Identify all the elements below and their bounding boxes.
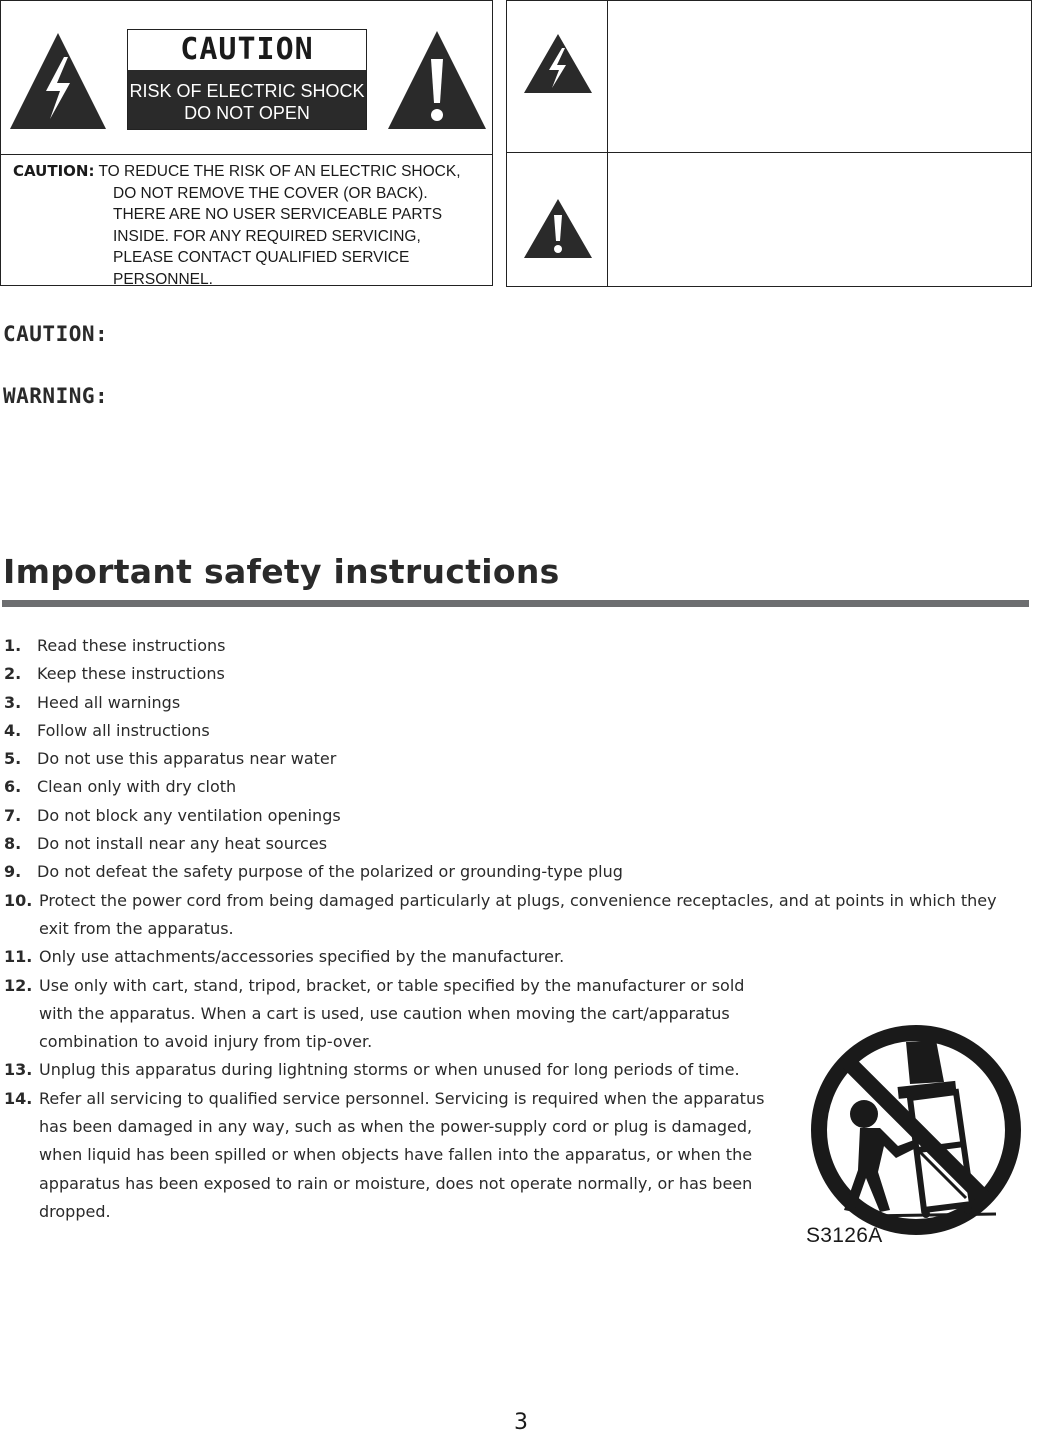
symbol-table-row-divider bbox=[507, 152, 1031, 153]
exclamation-triangle-icon bbox=[524, 199, 592, 259]
cart-warning-figure bbox=[806, 1022, 1026, 1254]
list-item-text: Refer all servicing to qualified service personnel. Servicing is required when the apparatus has been damaged in any way, such as when the power-supply cord or plug is damaged, when liquid has been spilled or when objects have fallen into the apparatus, or when the apparatus has been exposed to rain or moisture, does not operate normally, or has been dropped. bbox=[39, 1088, 765, 1221]
list-item-text: Do not block any ventilation openings bbox=[37, 805, 341, 825]
no-cart-tip-over-icon bbox=[806, 1022, 1026, 1254]
list-item bbox=[4, 660, 1004, 688]
list-item bbox=[4, 745, 1004, 773]
list-item-text: Do not use this apparatus near water bbox=[37, 749, 337, 769]
list-item bbox=[4, 858, 1004, 886]
list-item-number: 14. bbox=[4, 1088, 33, 1108]
caution-label-warning bbox=[128, 70, 366, 129]
section-title: Important safety instructions bbox=[3, 552, 560, 591]
caution-label-line1: RISK OF ELECTRIC SHOCK bbox=[129, 81, 365, 101]
list-item bbox=[4, 802, 1004, 830]
list-item-text: Read these instructions bbox=[37, 636, 226, 655]
list-item-text: Clean only with dry cloth bbox=[37, 777, 237, 797]
warning-heading: WARNING: bbox=[3, 384, 109, 408]
symbol-table bbox=[506, 0, 1032, 287]
lightning-bolt-triangle-icon bbox=[524, 34, 592, 94]
list-item bbox=[4, 773, 1004, 801]
list-item-text: Do not defeat the safety purpose of the polarized or grounding-type plug bbox=[37, 862, 623, 882]
list-item-text: Use only with cart, stand, tripod, bracket, or table specified by the manufacturer or sold with the apparatus. When a cart is used, use caution when moving the cart/apparatus combination to avoid injury from tip-over. bbox=[39, 975, 745, 1052]
section-title-rule bbox=[2, 600, 1029, 607]
cart-figure-code: S3126A bbox=[806, 1224, 883, 1247]
list-item-number: 2. bbox=[4, 664, 22, 684]
caution-text-line: PLEASE CONTACT QUALIFIED SERVICE bbox=[113, 249, 410, 266]
list-item-text: Keep these instructions bbox=[37, 664, 225, 684]
caution-label-plate bbox=[127, 29, 367, 130]
caution-text-block bbox=[13, 161, 491, 290]
list-item-text: Protect the power cord from being damaged particularly at plugs, convenience receptacles, and at points in which they exit from the apparatus. bbox=[39, 890, 997, 938]
caution-text-line: THERE ARE NO USER SERVICEABLE PARTS bbox=[113, 206, 443, 223]
list-item-text: Unplug this apparatus during lightning storms or when unused for long periods of time. bbox=[39, 1060, 740, 1080]
caution-text-line: DO NOT REMOVE THE COVER (OR BACK). bbox=[113, 184, 428, 202]
caution-label-line2: DO NOT OPEN bbox=[184, 103, 310, 123]
list-item bbox=[4, 830, 1004, 858]
caution-text-line: TO REDUCE THE RISK OF AN ELECTRIC SHOCK, bbox=[98, 163, 461, 180]
list-item-number: 9. bbox=[4, 862, 22, 882]
list-item-text: Do not install near any heat sources bbox=[37, 834, 328, 854]
list-item-number: 7. bbox=[4, 805, 22, 825]
list-item bbox=[4, 632, 1004, 660]
caution-text-lead: CAUTION: bbox=[13, 162, 95, 180]
list-item-number: 12. bbox=[4, 975, 33, 995]
list-item-number: 13. bbox=[4, 1060, 33, 1080]
list-item-text: Heed all warnings bbox=[37, 692, 181, 712]
caution-text-line: INSIDE. FOR ANY REQUIRED SERVICING, bbox=[113, 227, 421, 245]
list-item-number: 5. bbox=[4, 749, 22, 769]
caution-label-title: CAUTION bbox=[180, 32, 314, 67]
list-item-number: 4. bbox=[4, 720, 22, 740]
list-item bbox=[4, 943, 1004, 971]
list-item-number: 3. bbox=[4, 692, 22, 712]
caution-box-divider bbox=[1, 154, 492, 155]
list-item-number: 1. bbox=[4, 636, 22, 655]
list-item-text: Follow all instructions bbox=[37, 720, 210, 740]
caution-heading: CAUTION: bbox=[3, 322, 109, 346]
list-item-number: 10. bbox=[4, 890, 33, 910]
list-item-number: 8. bbox=[4, 834, 22, 854]
list-item bbox=[4, 717, 1004, 745]
page-number: 3 bbox=[514, 1410, 528, 1435]
list-item bbox=[4, 887, 1004, 944]
list-item-text: Only use attachments/accessories specified by the manufacturer. bbox=[39, 947, 565, 967]
caution-text-line: PERSONNEL. bbox=[113, 270, 213, 288]
symbol-table-column-divider bbox=[607, 1, 608, 286]
exclamation-triangle-icon bbox=[388, 31, 486, 131]
list-item-number: 6. bbox=[4, 777, 22, 797]
lightning-bolt-triangle-icon bbox=[10, 33, 106, 131]
caution-label-box bbox=[0, 0, 493, 286]
list-item bbox=[4, 689, 1004, 717]
list-item-number: 11. bbox=[4, 947, 33, 967]
